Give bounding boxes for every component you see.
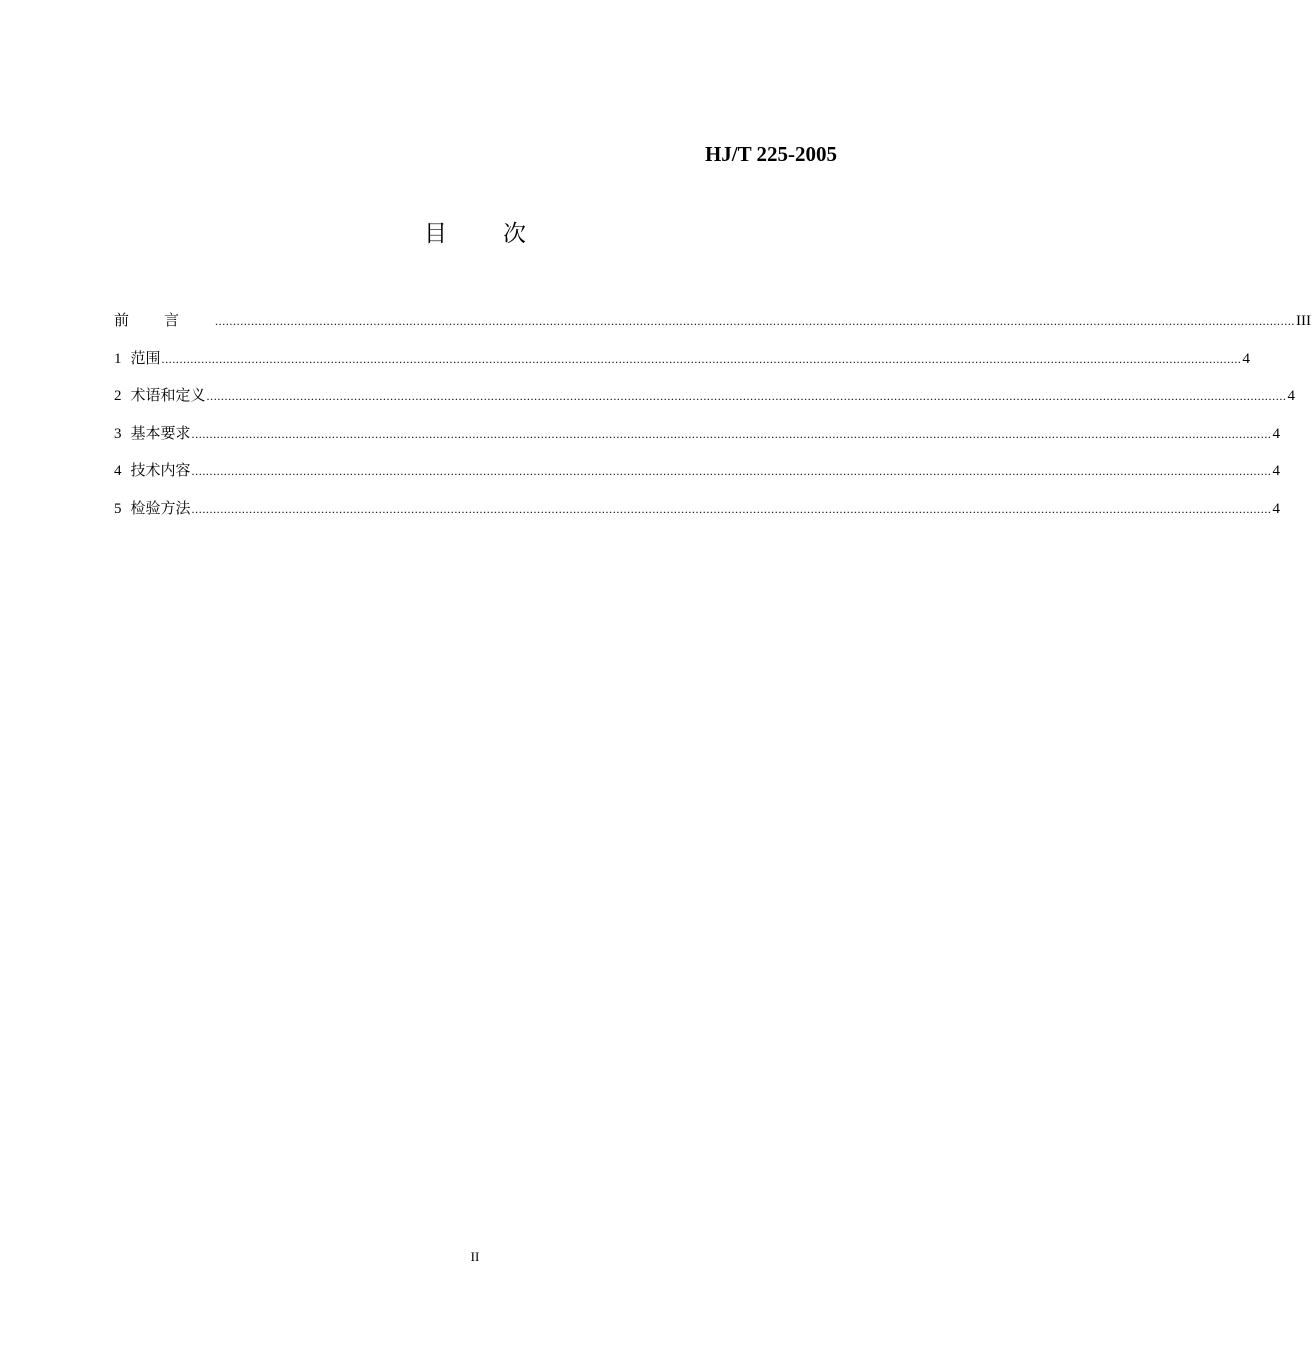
toc-leader-dots: ............................................................................................................................................................................................................................................................................................................	[161, 351, 1242, 366]
toc-entry-label: 范围	[130, 348, 161, 367]
toc-entry-number: 4	[114, 463, 122, 479]
toc-entry-number: 1	[114, 350, 122, 367]
toc-leader-dots: ............................................................................................................................................................................................................................................................................................................	[215, 314, 1296, 328]
toc-entry-page: 4	[1242, 350, 1251, 367]
toc-entry-page: 4	[1272, 463, 1281, 479]
toc-title: 目次	[424, 221, 582, 247]
toc-entry-label: 检验方法	[130, 498, 191, 517]
page-number: II	[470, 1249, 480, 1264]
standard-code: HJ/T 225-2005	[704, 142, 837, 166]
toc-entry-terms[interactable]	[114, 383, 1296, 421]
toc-leader-dots: ............................................................................................................................................................................................................................................................................................................	[191, 464, 1272, 478]
toc-entry-number: 5	[114, 500, 122, 517]
toc-entry-page: 4	[1272, 500, 1281, 517]
toc-entry-number: 3	[114, 425, 122, 442]
toc-entry-page: 4	[1272, 425, 1281, 442]
toc-entry-methods[interactable]	[114, 496, 1281, 534]
toc-entry-label: 基本要求	[130, 423, 191, 442]
toc-entry-preface[interactable]	[114, 308, 1311, 346]
toc-entry-technical[interactable]	[114, 458, 1281, 496]
toc-entry-page: 4	[1287, 388, 1296, 404]
toc-leader-dots: ............................................................................................................................................................................................................................................................................................................	[191, 426, 1272, 441]
toc-leader-dots: ............................................................................................................................................................................................................................................................................................................	[191, 501, 1272, 516]
toc-entry-number: 2	[114, 388, 122, 404]
toc-entry-label: 术语和定义	[130, 386, 206, 404]
toc-entry-label: 前言	[114, 311, 215, 329]
toc-entry-label: 技术内容	[130, 461, 191, 479]
toc-entry-scope[interactable]	[114, 346, 1251, 384]
toc-entry-page: III	[1296, 313, 1311, 329]
toc-leader-dots: ............................................................................................................................................................................................................................................................................................................	[206, 389, 1287, 403]
toc-list	[114, 308, 1311, 533]
toc-entry-requirements[interactable]	[114, 421, 1281, 459]
